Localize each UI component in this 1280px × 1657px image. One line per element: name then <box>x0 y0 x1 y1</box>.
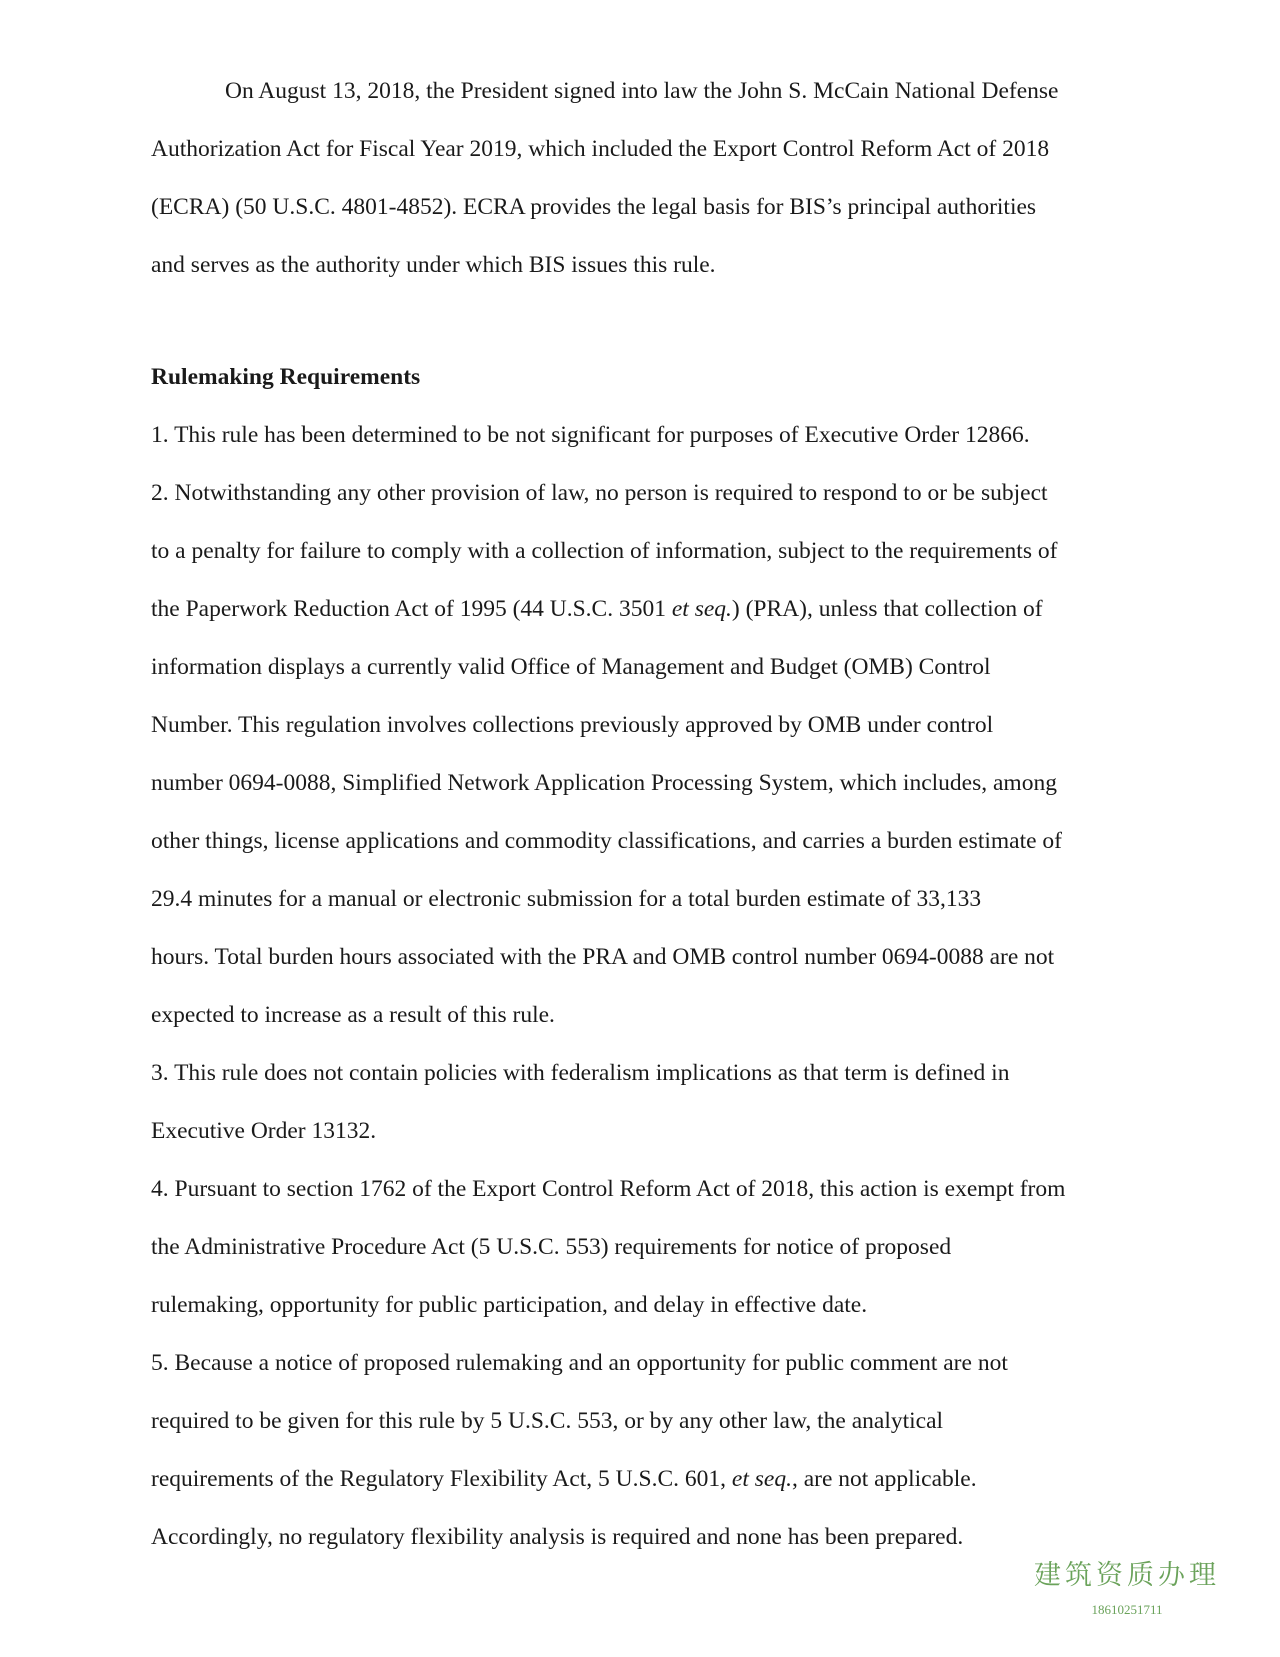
text-segment: requirements of the Regulatory Flexibility Act, 5 U.S.C. 601, <box>151 1466 732 1492</box>
paragraph-line: Number. This regulation involves collections previously approved by OMB under control <box>151 712 994 738</box>
paragraph-line: Authorization Act for Fiscal Year 2019, which included the Export Control Reform Act of 2018 <box>151 136 1050 162</box>
paragraph-line: rulemaking, opportunity for public participation, and delay in effective date. <box>151 1292 868 1318</box>
text-segment: , are not applicable. <box>791 1466 977 1492</box>
intro-paragraph <box>151 62 1141 294</box>
paragraph-line: 5. Because a notice of proposed rulemaking and an opportunity for public comment are not <box>151 1350 1008 1376</box>
section-heading: Rulemaking Requirements <box>151 364 421 390</box>
paragraph-line: expected to increase as a result of this rule. <box>151 1002 555 1028</box>
section-gap <box>151 294 1141 348</box>
paragraph-line <box>151 580 1141 638</box>
paragraph-line: required to be given for this rule by 5 U.S.C. 553, or by any other law, the analytical <box>151 1408 944 1434</box>
item-3 <box>151 1044 1141 1160</box>
paragraph-line: number 0694-0088, Simplified Network Application Processing System, which includes, among <box>151 770 1057 796</box>
paragraph-line: to a penalty for failure to comply with a collection of information, subject to the requirements of <box>151 538 1058 564</box>
text-segment: the Paperwork Reduction Act of 1995 (44 U.S.C. 3501 <box>151 596 672 622</box>
watermark-text: 建筑资质办理 <box>1034 1560 1220 1591</box>
watermark-phone: 18610251711 <box>1091 1602 1163 1617</box>
paragraph-line: Accordingly, no regulatory flexibility analysis is required and none has been prepared. <box>151 1524 964 1550</box>
document-page <box>151 62 1141 1566</box>
paragraph-line: the Administrative Procedure Act (5 U.S.C. 553) requirements for notice of proposed <box>151 1234 952 1260</box>
paragraph-line: information displays a currently valid Office of Management and Budget (OMB) Control <box>151 654 991 680</box>
paragraph-line: 4. Pursuant to section 1762 of the Export Control Reform Act of 2018, this action is exempt from <box>151 1176 1066 1202</box>
paragraph-line: 29.4 minutes for a manual or electronic submission for a total burden estimate of 33,133 <box>151 886 982 912</box>
item-5 <box>151 1334 1141 1566</box>
paragraph-line: hours. Total burden hours associated with the PRA and OMB control number 0694-0088 are not <box>151 944 1055 970</box>
italic-citation: et seq. <box>731 1466 792 1492</box>
paragraph-line: 3. This rule does not contain policies with federalism implications as that term is defined in <box>151 1060 1010 1086</box>
item-2 <box>151 464 1141 1044</box>
paragraph-line: 2. Notwithstanding any other provision of law, no person is required to respond to or be subject <box>151 480 1048 506</box>
paragraph-line: Executive Order 13132. <box>151 1118 377 1144</box>
paragraph-line: other things, license applications and commodity classifications, and carries a burden estimate of <box>151 828 1063 854</box>
paragraph-line: (ECRA) (50 U.S.C. 4801-4852). ECRA provides the legal basis for BIS’s principal authorities <box>151 194 1037 220</box>
watermark <box>1034 1553 1220 1618</box>
paragraph-line <box>151 1450 1141 1508</box>
item-4 <box>151 1160 1141 1334</box>
item-1 <box>151 406 1141 464</box>
paragraph-line: and serves as the authority under which BIS issues this rule. <box>151 252 716 278</box>
paragraph-line: On August 13, 2018, the President signed into law the John S. McCain National Defense <box>225 78 1059 104</box>
italic-citation: et seq. <box>671 596 732 622</box>
text-segment: ) (PRA), unless that collection of <box>731 596 1043 622</box>
paragraph-line: 1. This rule has been determined to be not significant for purposes of Executive Order 12866. <box>151 422 1030 448</box>
